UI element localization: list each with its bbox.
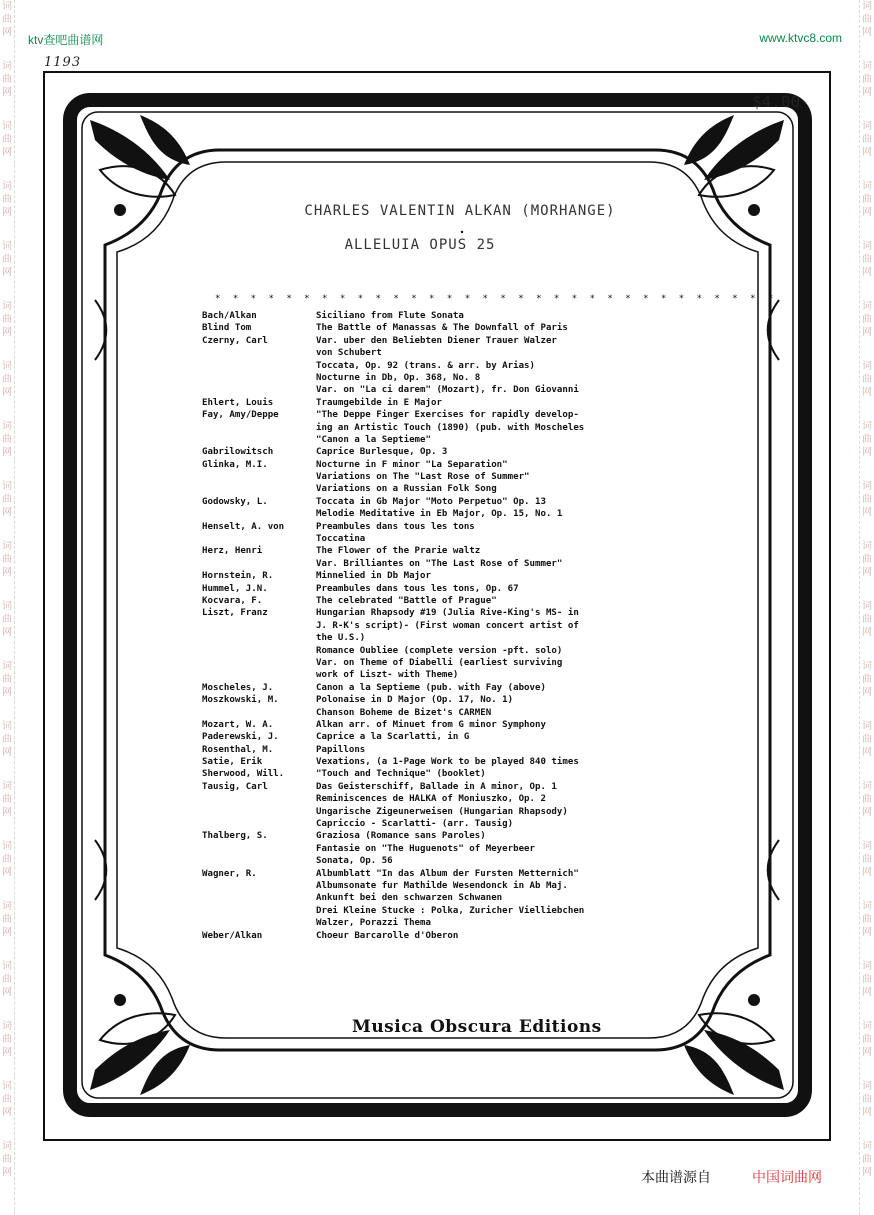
catalogue-row — [202, 620, 702, 632]
catalogue-row — [202, 880, 702, 892]
work-title-entry: Toccata, Op. 92 (trans. & arr. by Arias) — [316, 360, 535, 371]
catalogue-row — [202, 409, 702, 421]
side-char: 网 — [862, 327, 872, 338]
side-char: 曲 — [862, 254, 872, 265]
side-char: 曲 — [862, 314, 872, 325]
catalogue-row — [202, 422, 702, 434]
side-char: 网 — [2, 687, 12, 698]
work-title-entry: Var. on "La ci darem" (Mozart), fr. Don Giovanni — [316, 385, 579, 396]
catalogue-row — [202, 731, 702, 743]
composer-name: Bach/Alkan — [202, 311, 257, 321]
work-title-entry: Toccatina — [316, 534, 366, 545]
catalogue-row — [202, 917, 702, 929]
composer-name — [202, 657, 316, 669]
work-title-entry: Minnelied in Db Major — [316, 571, 431, 582]
work-title-entry: The Battle of Manassas & The Downfall of Paris — [316, 323, 568, 334]
catalogue-row — [202, 496, 702, 508]
side-char: 词 — [2, 301, 12, 312]
catalogue-row — [202, 719, 702, 731]
side-char: 词 — [2, 361, 12, 372]
catalogue-row — [202, 657, 702, 669]
work-title-entry: Var. uber den Beliebten Diener Trauer Walzer — [316, 335, 557, 346]
catalogue-row — [202, 868, 702, 880]
composer-name — [202, 793, 316, 805]
side-char: 词 — [862, 241, 872, 252]
composer-name: Paderewski, J. — [202, 732, 279, 743]
catalogue-row — [202, 645, 702, 657]
catalogue-row — [202, 347, 702, 359]
side-char: 网 — [862, 387, 872, 398]
side-char: 词 — [2, 421, 12, 432]
side-char: 词 — [862, 361, 872, 372]
side-char: 网 — [862, 1167, 872, 1178]
side-char: 词 — [862, 601, 872, 612]
work-title-entry: work of Liszt- with Theme) — [316, 670, 459, 681]
side-char: 网 — [862, 147, 872, 158]
catalogue-row — [202, 446, 702, 458]
work-title-entry: ing an Artistic Touch (1890) (pub. with Moscheles — [316, 422, 585, 433]
side-char: 网 — [2, 327, 12, 338]
composer-name — [202, 818, 316, 830]
side-char: 词 — [862, 1, 872, 12]
composer-name: Wagner, R. — [202, 868, 257, 879]
work-title-entry: Toccata in Gb Major "Moto Perpetuo" Op. 13 — [316, 496, 546, 507]
catalogue-row — [202, 595, 702, 607]
side-char: 网 — [862, 807, 872, 818]
work-title-entry: Sonata, Op. 56 — [316, 856, 393, 867]
side-char: 网 — [2, 1167, 12, 1178]
side-char: 网 — [862, 27, 872, 38]
side-char: 曲 — [862, 974, 872, 985]
star-divider: * * * * * * * * * * * * * * * * * * * * * * * * * * * * * * * * — [215, 294, 777, 304]
side-char: 词 — [862, 421, 872, 432]
composer-name: Henselt, A. von — [202, 521, 285, 532]
side-char: 词 — [862, 781, 872, 792]
side-char: 曲 — [862, 914, 872, 925]
catalogue-row — [202, 905, 702, 917]
work-title-entry: Choeur Barcarolle d'Oberon — [316, 930, 459, 941]
side-char: 曲 — [862, 734, 872, 745]
side-char: 词 — [2, 721, 12, 732]
composer-name: Fay, Amy/Deppe — [202, 410, 279, 421]
catalogue-row — [202, 781, 702, 793]
work-title-entry: Traumgebilde in E Major — [316, 397, 442, 408]
composer-name: Hornstein, R. — [202, 571, 274, 582]
composer-name — [202, 917, 316, 929]
work-title-entry: Ankunft bei den schwarzen Schwanen — [316, 893, 503, 904]
side-char: 词 — [2, 961, 12, 972]
work-title-entry: Hungarian Rhapsody #19 (Julia Rive-King's MS- in — [316, 608, 579, 619]
composer-name: Blind Tom — [202, 323, 252, 334]
side-char: 曲 — [862, 674, 872, 685]
composer-name — [202, 471, 316, 483]
side-char: 曲 — [2, 794, 12, 805]
catalogue-row — [202, 372, 702, 384]
composer-name — [202, 620, 316, 632]
side-char: 网 — [862, 867, 872, 878]
composer-name — [202, 892, 316, 904]
side-char: 网 — [2, 1047, 12, 1058]
side-char: 曲 — [2, 314, 12, 325]
side-char: 词 — [2, 1021, 12, 1032]
side-char: 网 — [2, 747, 12, 758]
composer-name: Ehlert, Louis — [202, 397, 274, 408]
side-char: 曲 — [862, 434, 872, 445]
side-char: 词 — [2, 541, 12, 552]
work-title-entry: the U.S.) — [316, 633, 366, 644]
side-char: 曲 — [862, 794, 872, 805]
composer-name: Czerny, Carl — [202, 335, 268, 346]
side-char: 网 — [862, 687, 872, 698]
catalogue-row — [202, 892, 702, 904]
side-char: 网 — [2, 987, 12, 998]
side-char: 网 — [862, 567, 872, 578]
composer-name — [202, 372, 316, 384]
side-char: 曲 — [2, 854, 12, 865]
side-char: 曲 — [2, 494, 12, 505]
side-char: 曲 — [862, 614, 872, 625]
work-title-entry: "Canon a la Septieme" — [316, 434, 431, 445]
composer-title: CHARLES VALENTIN ALKAN (MORHANGE) — [304, 203, 616, 219]
work-title-entry: Nocturne in F minor "La Separation" — [316, 459, 508, 470]
side-char: 词 — [2, 61, 12, 72]
composer-name — [202, 707, 316, 719]
side-char: 词 — [2, 781, 12, 792]
side-char: 曲 — [2, 914, 12, 925]
price-label: $4.00 — [752, 92, 801, 111]
catalogue-row — [202, 855, 702, 867]
side-char: 网 — [2, 207, 12, 218]
side-char: 网 — [862, 627, 872, 638]
side-char: 网 — [2, 147, 12, 158]
work-title-entry: Ungarische Zigeunerweisen (Hungarian Rhapsody) — [316, 806, 568, 817]
site-watermark-right: www.ktvc8.com — [759, 31, 842, 45]
side-char: 曲 — [862, 854, 872, 865]
catalogue-row — [202, 744, 702, 756]
composer-name — [202, 669, 316, 681]
composer-name — [202, 533, 316, 545]
side-char: 网 — [2, 627, 12, 638]
work-title-entry: Caprice a la Scarlatti, in G — [316, 732, 470, 743]
catalogue-row — [202, 930, 702, 942]
side-char: 网 — [862, 747, 872, 758]
side-char: 曲 — [2, 614, 12, 625]
side-char: 网 — [2, 267, 12, 278]
side-char: 网 — [862, 207, 872, 218]
composer-name — [202, 483, 316, 495]
catalogue-row — [202, 694, 702, 706]
side-char: 曲 — [862, 14, 872, 25]
side-char: 曲 — [2, 1094, 12, 1105]
side-char: 词 — [862, 1141, 872, 1152]
work-title-entry: Fantasie on "The Huguenots" of Meyerbeer — [316, 843, 535, 854]
side-char: 曲 — [862, 374, 872, 385]
composer-name — [202, 558, 316, 570]
side-char: 网 — [862, 87, 872, 98]
work-title-entry: Nocturne in Db, Op. 368, No. 8 — [316, 372, 481, 383]
composer-name: Hummel, J.N. — [202, 583, 268, 594]
catalogue-row — [202, 632, 702, 644]
composer-name — [202, 508, 316, 520]
work-title-entry: Siciliano from Flute Sonata — [316, 311, 464, 321]
catalogue-row — [202, 818, 702, 830]
composer-name: Weber/Alkan — [202, 930, 263, 941]
side-char: 网 — [862, 1107, 872, 1118]
side-char: 词 — [862, 301, 872, 312]
catalogue-listing — [202, 310, 702, 942]
side-char: 词 — [862, 181, 872, 192]
handwritten-number: 1193 — [44, 55, 82, 70]
work-title-entry: Preambules dans tous les tons — [316, 521, 475, 532]
side-char: 词 — [862, 961, 872, 972]
work-title-entry: Var. Brilliantes on "The Last Rose of Summer" — [316, 558, 563, 569]
side-char: 词 — [862, 841, 872, 852]
composer-name: Moszkowski, M. — [202, 695, 279, 706]
catalogue-row — [202, 682, 702, 694]
side-char: 曲 — [2, 374, 12, 385]
composer-name: Liszt, Franz — [202, 608, 268, 619]
catalogue-row — [202, 570, 702, 582]
side-char: 词 — [862, 1021, 872, 1032]
work-title-entry: Romance Oubliee (complete version -pft. solo) — [316, 645, 563, 656]
side-char: 曲 — [2, 14, 12, 25]
side-char: 曲 — [862, 1154, 872, 1165]
catalogue-row — [202, 545, 702, 557]
composer-name — [202, 434, 316, 446]
composer-name — [202, 855, 316, 867]
side-char: 词 — [2, 901, 12, 912]
work-title-entry: Drei Kleine Stucke : Polka, Zuricher Vielliebchen — [316, 905, 585, 916]
side-char: 词 — [2, 841, 12, 852]
work-title-entry: Variations on The "Last Rose of Summer" — [316, 472, 530, 483]
catalogue-row — [202, 806, 702, 818]
catalogue-row — [202, 397, 702, 409]
side-char: 曲 — [2, 734, 12, 745]
work-title-entry: Papillons — [316, 744, 366, 755]
side-char: 网 — [862, 987, 872, 998]
side-char: 网 — [2, 1107, 12, 1118]
catalogue-row — [202, 434, 702, 446]
side-char: 网 — [2, 867, 12, 878]
side-char: 词 — [862, 901, 872, 912]
side-char: 曲 — [862, 494, 872, 505]
catalogue-row — [202, 756, 702, 768]
side-char: 曲 — [862, 194, 872, 205]
side-char: 网 — [862, 447, 872, 458]
composer-name: Kocvara, F. — [202, 595, 263, 606]
title-dot — [461, 231, 463, 233]
work-title-entry: Melodie Meditative in Eb Major, Op. 15, No. 1 — [316, 509, 563, 520]
composer-name — [202, 422, 316, 434]
composer-name — [202, 632, 316, 644]
side-char: 词 — [2, 661, 12, 672]
work-title-entry: Graziosa (Romance sans Paroles) — [316, 831, 486, 842]
catalogue-row — [202, 533, 702, 545]
composer-name — [202, 806, 316, 818]
work-title-entry: The celebrated "Battle of Prague" — [316, 595, 497, 606]
work-title-entry: Var. on Theme of Diabelli (earliest surviving — [316, 657, 563, 668]
work-title: ALLELUIA OPUS 25 — [344, 237, 496, 253]
side-char: 词 — [2, 1081, 12, 1092]
side-char: 网 — [2, 927, 12, 938]
work-title-entry: Alkan arr. of Minuet from G minor Symphony — [316, 719, 546, 730]
side-char: 网 — [862, 1047, 872, 1058]
work-title-entry: The Flower of the Prarie waltz — [316, 546, 481, 557]
side-char: 曲 — [862, 1094, 872, 1105]
catalogue-row — [202, 459, 702, 471]
work-title-entry: Caprice Burlesque, Op. 3 — [316, 447, 448, 458]
side-char: 词 — [862, 721, 872, 732]
catalogue-row — [202, 707, 702, 719]
composer-name: Glinka, M.I. — [202, 459, 268, 470]
side-char: 曲 — [2, 674, 12, 685]
site-watermark-left: ktv查吧曲谱网 — [28, 33, 104, 47]
work-title-entry: Capriccio - Scarlatti- (arr. Tausig) — [316, 819, 514, 830]
composer-name: Mozart, W. A. — [202, 719, 274, 730]
side-char: 词 — [2, 181, 12, 192]
catalogue-row — [202, 310, 702, 322]
side-char: 词 — [2, 241, 12, 252]
composer-name — [202, 905, 316, 917]
composer-name — [202, 347, 316, 359]
work-title-entry: J. R-K's script)- (First woman concert artist of — [316, 620, 579, 631]
side-char: 曲 — [2, 194, 12, 205]
side-char: 词 — [2, 121, 12, 132]
work-title-entry: von Schubert — [316, 348, 382, 359]
side-char: 曲 — [2, 134, 12, 145]
composer-name: Gabrilowitsch — [202, 447, 274, 458]
publisher-name: Musica Obscura Editions — [352, 1017, 602, 1037]
catalogue-row — [202, 843, 702, 855]
side-char: 曲 — [2, 1034, 12, 1045]
catalogue-row — [202, 521, 702, 533]
composer-name: Tausig, Carl — [202, 781, 268, 792]
catalogue-row — [202, 483, 702, 495]
work-title-entry: "Touch and Technique" (booklet) — [316, 769, 486, 780]
catalogue-row — [202, 830, 702, 842]
side-char: 网 — [862, 507, 872, 518]
catalogue-row — [202, 384, 702, 396]
side-char: 词 — [862, 541, 872, 552]
work-title-entry: Walzer, Porazzi Thema — [316, 918, 431, 929]
composer-name — [202, 360, 316, 372]
side-char: 词 — [862, 61, 872, 72]
side-char: 词 — [2, 1141, 12, 1152]
composer-name: Satie, Erik — [202, 757, 263, 768]
work-title-entry: Vexations, (a 1-Page Work to be played 840 times — [316, 757, 579, 768]
catalogue-row — [202, 335, 702, 347]
catalogue-row — [202, 793, 702, 805]
side-char: 曲 — [862, 554, 872, 565]
composer-name: Godowsky, L. — [202, 496, 268, 507]
side-char: 曲 — [2, 974, 12, 985]
composer-name — [202, 384, 316, 396]
composer-name — [202, 645, 316, 657]
catalogue-row — [202, 607, 702, 619]
source-label: 本曲谱源自 — [641, 1170, 711, 1186]
side-char: 曲 — [2, 554, 12, 565]
work-title-entry: Albumblatt "In das Album der Fursten Metternich" — [316, 868, 579, 879]
side-char: 曲 — [2, 254, 12, 265]
catalogue-row — [202, 322, 702, 334]
work-title-entry: "The Deppe Finger Exercises for rapidly develop- — [316, 410, 579, 421]
side-char: 词 — [862, 481, 872, 492]
composer-name: Thalberg, S. — [202, 831, 268, 842]
side-char: 网 — [2, 27, 12, 38]
side-char: 网 — [2, 567, 12, 578]
side-char: 词 — [862, 121, 872, 132]
composer-name: Rosenthal, M. — [202, 744, 274, 755]
side-char: 网 — [2, 807, 12, 818]
catalogue-row — [202, 669, 702, 681]
side-char: 曲 — [862, 1034, 872, 1045]
composer-name: Moscheles, J. — [202, 682, 274, 693]
work-title-entry: Preambules dans tous les tons, Op. 67 — [316, 583, 519, 594]
composer-name: Sherwood, Will. — [202, 769, 285, 780]
catalogue-row — [202, 360, 702, 372]
catalogue-row — [202, 768, 702, 780]
side-char: 网 — [2, 447, 12, 458]
work-title-entry: Chanson Boheme de Bizet's CARMEN — [316, 707, 492, 718]
catalogue-row — [202, 583, 702, 595]
side-char: 曲 — [862, 74, 872, 85]
work-title-entry: Albumsonate fur Mathilde Wesendonck in Ab Maj. — [316, 880, 568, 891]
side-char: 网 — [2, 87, 12, 98]
side-char: 网 — [862, 267, 872, 278]
catalogue-row — [202, 558, 702, 570]
catalogue-row — [202, 471, 702, 483]
source-site-link[interactable]: 中国词曲网 — [752, 1170, 822, 1186]
side-char: 词 — [2, 1, 12, 12]
work-title-entry: Polonaise in D Major (Op. 17, No. 1) — [316, 695, 514, 706]
composer-name: Herz, Henri — [202, 546, 263, 557]
side-char: 网 — [2, 507, 12, 518]
side-char: 词 — [862, 1081, 872, 1092]
side-char: 网 — [862, 927, 872, 938]
side-char: 曲 — [2, 1154, 12, 1165]
side-char: 网 — [2, 387, 12, 398]
work-title-entry: Variations on a Russian Folk Song — [316, 484, 497, 495]
work-title-entry: Canon a la Septieme (pub. with Fay (above) — [316, 682, 546, 693]
side-char: 曲 — [2, 74, 12, 85]
side-char: 词 — [862, 661, 872, 672]
side-char: 词 — [2, 601, 12, 612]
catalogue-row — [202, 508, 702, 520]
work-title-entry: Reminiscences de HALKA of Moniuszko, Op. 2 — [316, 794, 546, 805]
side-char: 曲 — [2, 434, 12, 445]
composer-name — [202, 843, 316, 855]
work-title-entry: Das Geisterschiff, Ballade in A minor, Op. 1 — [316, 781, 557, 792]
side-char: 词 — [2, 481, 12, 492]
side-char: 曲 — [862, 134, 872, 145]
composer-name — [202, 880, 316, 892]
